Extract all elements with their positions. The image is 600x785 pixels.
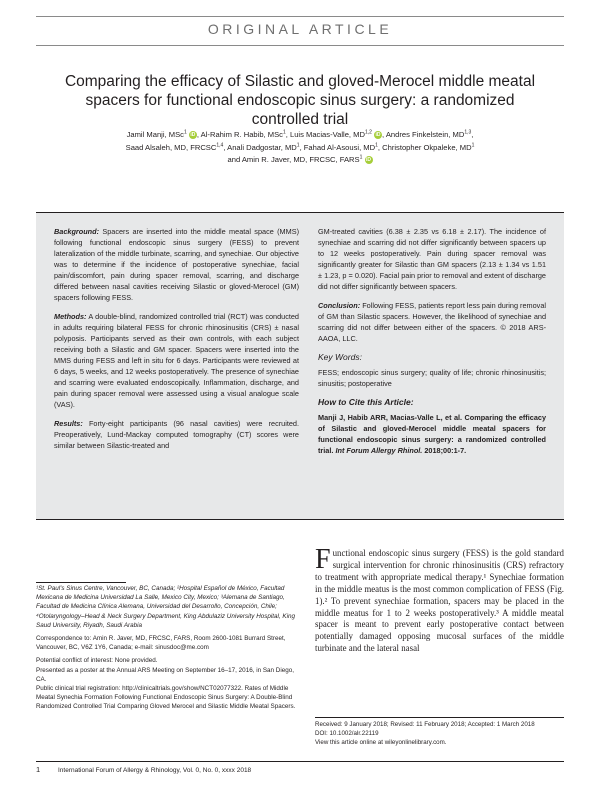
- conclusion-text: Following FESS, patients report less pain during removal of GM than Silastic spacers. However, the likelihood of synechiae and scarring did not differ between either of the spacers. © 2018 ARS-AAOA, LLC.: [318, 301, 546, 343]
- keywords-heading: Key Words:: [318, 352, 362, 362]
- intro-body: unctional endoscopic sinus surgery (FESS) is the gold standard surgical intervention for chronic rhinosinusitis (CRS) refractory to treatment with appropriate medical therapy.¹ Synechiae formation in the middle meatus is the most common complication of FESS (Fig. 1).² To prevent synechiae formation, spacers may be placed in the middle meatus for 1 to 2 weeks postoperatively.³ A middle meatal spacer is meant to prevent early postoperative contact between potentially damaged opposing mucosal surfaces of the middle turbinate and the lateral nasal: [315, 548, 564, 654]
- affil-sup: 1,4: [216, 141, 224, 148]
- cite-heading: How to Cite this Article:: [318, 397, 414, 407]
- author-name: , Fahad Al-Asousi, MD: [299, 142, 376, 152]
- affil-sup: 1: [282, 129, 286, 136]
- section-label: ORIGINAL ARTICLE: [207, 21, 393, 37]
- correspondence: Correspondence to: Amin R. Javer, MD, FRCSC, FARS, Room 2600-1081 Burrard Street, Vancouver, BC, V6Z 1Y6, Canada; e-mail: sinusdoc@me.com: [36, 635, 286, 652]
- abstract-box: [36, 212, 564, 520]
- cite-citation: Manji J, Habib ARR, Macias-Valle L, et al. Comparing the efficacy of Silastic and gloved-Merocel middle meatal spacers for functional endoscopic sinus surgery: a randomized controlled trial.: [318, 413, 546, 455]
- affil-sup: 1: [359, 154, 363, 161]
- results-text: Forty-eight participants (96 nasal cavities) were recruited. Preoperatively, Lund-Mackay computed tomography (CT) scores were similar between Silastic-treated and: [54, 419, 299, 450]
- drop-cap: F: [315, 544, 331, 575]
- methods-text: A double-blind, randomized controlled trial (RCT) was conducted in adults requiring bilateral FESS for chronic rhinosinusitis (CRS) ± nasal polyposis. Participants served as their own controls, with each subject receiving both a Silastic and GM spacer. Spacers were inserted into the MMS during FESS and left in situ for 6 days. Participants were reviewed at 6 days, 5 weeks, and 12 weeks postoperatively. The presence of synechiae and scarring were evaluated endoscopically. Inflammation, discharge, and pain during spacer removal were assessed using a visual analogue scale (VAS).: [54, 312, 299, 409]
- author-name: Jamil Manji, MSc: [126, 130, 184, 139]
- cite-year: 2018;00:1-7.: [424, 446, 467, 455]
- author-name: , Andres Finkelstein, MD: [382, 130, 465, 139]
- footer-rule: [36, 761, 564, 762]
- conflict-statement: Potential conflict of interest: None provided.: [36, 657, 158, 665]
- orcid-icon[interactable]: iD: [375, 132, 381, 138]
- received-dates: Received: 9 January 2018; Revised: 11 February 2018; Accepted: 1 March 2018: [315, 721, 535, 728]
- results-heading: Results:: [54, 419, 83, 428]
- page-number: 1: [36, 765, 41, 774]
- author-name: , Al-Rahim R. Habib, MSc: [196, 130, 283, 139]
- author-name: , Anali Dadgostar, MD: [223, 142, 297, 152]
- author-sep: ,: [471, 130, 474, 139]
- introduction-text: [315, 544, 564, 655]
- affiliations-block: [36, 584, 298, 716]
- doi[interactable]: DOI: 10.1002/alr.22119: [315, 730, 379, 737]
- abstract-results: [54, 418, 299, 451]
- author-name: and Amin R. Javer, MD, FRCSC, FARS: [227, 155, 360, 164]
- header-rule-top: [36, 16, 564, 17]
- received-rule: [315, 717, 564, 718]
- conclusion-heading: Conclusion:: [318, 301, 361, 310]
- background-text: Spacers are inserted into the middle meatal space (MMS) following functional endoscopic sinus surgery (FESS) to prevent lateralization of the middle turbinate, scarring, and synechiae. Our objective was to determine if the incidence of postoperative synechiae, facial pain/discomfort, pain during spacer removal, scarring, and discharge differed between nasal cavities receiving Silastic or gloved-Merocel (GM) spacers following FESS.: [54, 227, 299, 302]
- affil-sup: 1: [375, 141, 378, 148]
- header-rule-bottom: [36, 45, 564, 46]
- abstract-background: [54, 226, 299, 303]
- abstract-conclusion: [318, 300, 546, 344]
- abstract-methods: [54, 311, 299, 410]
- author-name: , Christopher Okpaleke, MD: [377, 142, 472, 152]
- author-list: [60, 129, 540, 167]
- presented-note: Presented as a poster at the Annual ARS Meeting on September 16–17, 2016, in San Diego, CA.: [36, 666, 294, 683]
- cite-journal: Int Forum Allergy Rhinol.: [335, 446, 423, 455]
- cite-text: [318, 412, 546, 456]
- affiliation-list: ¹St. Paul's Sinus Centre, Vancouver, BC, Canada; ²Hospital Español de México, Facultad Mexicana de Medicina Universidad La Salle, Mexico City, Mexico; ³Alemana de Santiago, Facultad de Medicina Clínica Alemana, Universidad del Desarrollo, Concepción, Chile; ⁴Otolaryngology–Head & Neck Surgery Department, King Abdulaziz University Hospital, King Saud University, Riyadh, Saudi Arabia: [36, 585, 296, 629]
- background-heading: Background:: [54, 227, 99, 236]
- affiliation-rule: [36, 582, 126, 583]
- affil-sup: 1,3: [464, 129, 472, 136]
- orcid-icon[interactable]: iD: [366, 157, 371, 163]
- online-link[interactable]: View this article online at wileyonlinelibrary.com.: [315, 739, 447, 746]
- page-footer: [36, 765, 564, 774]
- results-continued: GM-treated cavities (6.38 ± 2.35 vs 6.18 ± 2.17). The incidence of synechiae and scarring did not differ significantly between spacers up to 12 weeks postoperatively. Pain during spacer removal was significantly greater for Silastic than GM spacers (2.13 ± 1.34 vs 1.51 ± 1.23, p = 0.020). Facial pain prior to removal and extent of discharge did not differ significantly between spacers.: [318, 227, 546, 291]
- orcid-icon[interactable]: iD: [190, 132, 196, 138]
- author-name: , Luis Macias-Valle, MD: [285, 130, 365, 139]
- received-block: [315, 720, 564, 747]
- keywords-text: FESS; endoscopic sinus surgery; quality of life; chronic rhinosinusitis; sinusitis; postoperative: [318, 368, 546, 388]
- methods-heading: Methods:: [54, 312, 87, 321]
- article-title: Comparing the efficacy of Silastic and gloved-Merocel middle meatal spacers for functional endoscopic sinus surgery: a randomized controlled trial: [64, 73, 536, 128]
- abstract-column-left: [54, 226, 299, 459]
- affil-sup: 1,2: [364, 129, 372, 136]
- affil-sup: 1: [183, 129, 187, 136]
- affil-sup: 1: [471, 141, 475, 148]
- journal-name: International Forum of Allergy & Rhinology, Vol. 0, No. 0, xxxx 2018: [58, 767, 252, 774]
- abstract-column-right: [318, 226, 546, 464]
- author-name: Saad Alsaleh, MD, FRCSC: [125, 142, 217, 152]
- affil-sup: 1: [296, 141, 300, 148]
- trial-registration: Public clinical trial registration: http://clinicaltrials.gov/show/NCT02077322. Rates of Middle Meatal Synechia Formation Following Functional Endoscopic Sinus Surgery: A Double-Blind Randomized Controlled Trial Comparing Gloved Merocel and Silastic Middle Meatal Spacers.: [36, 685, 296, 711]
